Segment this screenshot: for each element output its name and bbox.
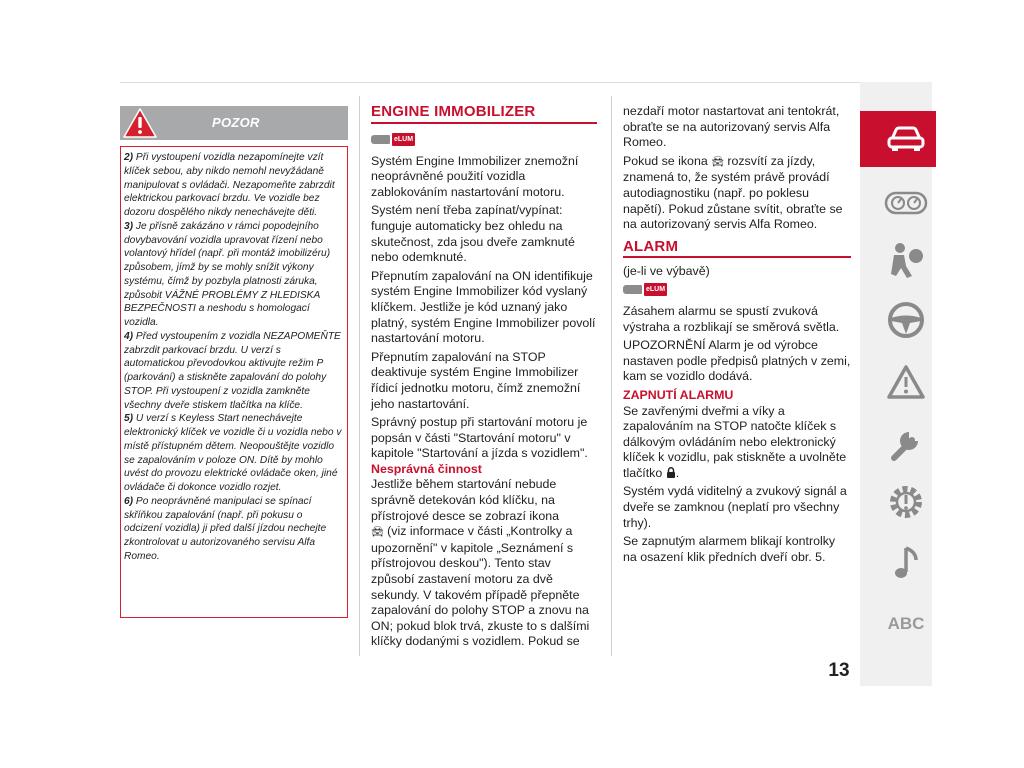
dashboard-icon[interactable] <box>880 181 932 225</box>
warning-item: 5) U verzí s Keyless Start nenechávejte elektronický klíček ve vozidle či u vozidla nebo v místě přístupném dětem. Neopouštějte vozidlo se zapalováním v poloze ON. Dítě by mohlo uvést do provozu elektrické ovládače oken, jiné ovládače či dokonce vozidlo rozjet. <box>124 413 342 493</box>
key-icon <box>623 285 642 294</box>
engine-immobilizer-section <box>371 104 597 653</box>
section-heading: ALARM <box>623 239 851 259</box>
warning-title: POZOR <box>212 115 260 130</box>
padlock-icon <box>666 467 676 478</box>
paragraph: Pokud se ikona 🚘︎ rozsvítí za jízdy, znamená to, že systém právě provádí autodiagnostiku (např. po poklesu napětí). Pokud zůstane svítit, obraťte se na autorizovaný servis Alfa Romeo. <box>623 153 843 232</box>
paragraph: Se zapnutým alarmem blikají kontrolky na osazení klik předních dveří obr. 5. <box>623 534 836 564</box>
sidebar-abc-index[interactable]: ABC <box>887 614 925 633</box>
warning-item: 4) Před vystoupením z vozidla NEZAPOMEŇTE zabrzdit parkovací brzdu. U verzí s automatickou převodovkou aktivujte režim P (parkování) a stiskněte zapalování do polohy STOP. Při vystoupení z vozidla zamkněte všechny dveře stiskem tlačítka na klíče. <box>124 330 341 411</box>
paragraph: Přepnutím zapalování na ON identifikuje systém Engine Immobilizer kód vyslaný klíčkem. Jestliže je kód uznaný jako platný, systém Engine Immobilizer povolí nastartování motoru. <box>371 268 596 346</box>
paragraph: Systém Engine Immobilizer znemožní neoprávněné použití vozidla zablokováním nastartování motoru. <box>371 153 579 199</box>
steering-wheel-icon[interactable] <box>880 298 932 342</box>
warning-header <box>120 106 348 140</box>
warning-item: 6) Po neoprávněné manipulaci se spínací skříňkou zapalování (např. při pokusu o odcizení vozidla) ji před další jízdou nechejte zkontrolovat u autorizovaného servisu Alfa Romeo. <box>124 495 327 562</box>
paragraph: Jestliže během startování nebude správně detekován kód klíčku, na přístrojové desce se zobrazí ikona 🚘︎ (viz informace v části „Kontrolky a upozornění" v kapitole „Seznámení s přístrojovou deskou"). Tento stav způsobí zastavení motoru za dvě sekundy. V takovém případě přepněte zapalování do polohy STOP a znovu na ON; pokud blok trvá, zkuste to s dalšími klíčky dodanými s vozidlem. Pokud se <box>371 477 590 649</box>
paragraph: Přepnutím zapalování na STOP deaktivuje systém Engine Immobilizer řídicí jednotku motoru, čímž znemožní jeho nastartování. <box>371 349 581 411</box>
paragraph: Systém vydá viditelný a zvukový signál a dveře se zamknou (neplatí pro všechny trhy). <box>623 484 847 530</box>
warning-box <box>120 146 348 618</box>
elum-badge: eLUM <box>371 132 415 148</box>
top-rule <box>120 82 932 83</box>
subheading: ZAPNUTÍ ALARMU <box>623 387 734 402</box>
page-number: 13 <box>828 660 850 681</box>
column-divider <box>359 96 360 656</box>
paragraph: Správný postup při startování motoru je popsán v části "Startování motoru" v kapitole "Startování a jízda s vozidlem". <box>371 415 588 461</box>
elum-badge: eLUM <box>623 282 667 298</box>
paragraph: (je-li ve výbavě) <box>623 264 710 279</box>
warning-item: 2) Při vystoupení vozidla nezapomínejte vzít klíček sebou, aby nikdo nemohl nevyžádaně manipulovat s ovládači. Nezapomeňte zabrzdit elektrickou parkovací brzdu. Ve vozidle bez dozoru dospělého nikdy nenechávejte děti. <box>124 152 335 218</box>
paragraph: Systém není třeba zapínat/vypínat: funguje automaticky bez ohledu na skutečnost, zda jsou dveře zamknuté nebo odemknuté. <box>371 203 575 265</box>
warning-triangle-icon <box>122 107 158 139</box>
music-note-icon[interactable] <box>880 542 932 586</box>
paragraph: Se zavřenými dveřmi a víky a zapalováním na STOP natočte klíček s dálkovým ovládáním nebo elektronický klíček k vozidlu, pak stiskněte a uvolněte tlačítko . <box>623 403 847 480</box>
wrench-icon[interactable] <box>880 420 932 464</box>
warning-triangle-icon[interactable] <box>880 360 932 404</box>
airbag-person-icon[interactable] <box>880 238 932 282</box>
alarm-section <box>623 104 851 568</box>
gear-icon[interactable] <box>880 480 932 524</box>
paragraph: nezdaří motor nastartovat ani tentokrát, obraťte se na autorizovaný servis Alfa Romeo. <box>623 104 840 150</box>
paragraph: UPOZORNĚNÍ Alarm je od výrobce nastaven podle předpisů platných v zemi, kam se vozidlo dodává. <box>623 338 851 384</box>
immobilizer-car-key-icon: 🚘︎ <box>371 527 384 539</box>
car-icon[interactable] <box>880 117 932 161</box>
subheading: Nesprávná činnost <box>371 461 482 476</box>
section-heading: ENGINE IMMOBILIZER <box>371 104 597 124</box>
immobilizer-car-key-icon: 🚘︎ <box>711 156 724 168</box>
column-divider <box>611 96 612 656</box>
paragraph: Zásahem alarmu se spustí zvuková výstraha a rozblikají se směrová světla. <box>623 303 840 334</box>
warning-item: 3) Je přísně zakázáno v rámci popodejního dovybavování vozidla upravovat řízení nebo volantový hřídel (např. při montáž imobilizéru) způsobem, jímž by se mohly snížit výkony systému, čímž by pozbyla platnosti záruka, způsobit VÁŽNÉ PROBLÉMY Z HLEDISKA BEZPEČNOSTI a neshodu s homologací vozidla. <box>124 220 331 328</box>
key-icon <box>371 135 390 144</box>
